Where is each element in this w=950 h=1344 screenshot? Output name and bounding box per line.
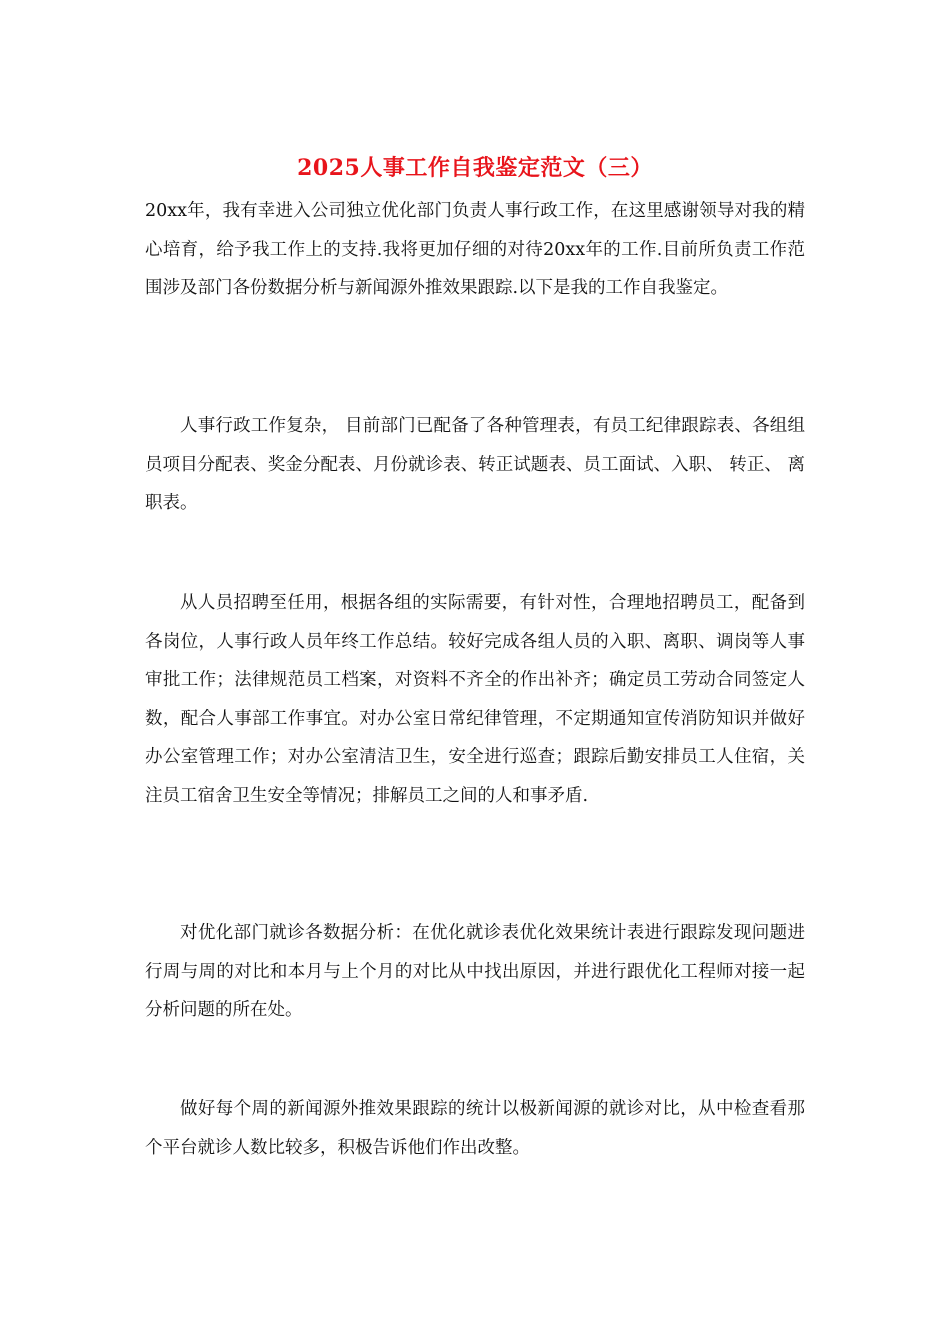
paragraph-data-analysis: 对优化部门就诊各数据分析：在优化就诊表优化效果统计表进行跟踪发现问题进行周与周的对比和本月与上个月的对比从中找出原因，并进行跟优化工程师对接一起分析问题的所在处。 [145,923,805,1021]
paragraph-management-forms: 人事行政工作复杂， 目前部门已配备了各种管理表，有员工纪律跟踪表、各组组员项目分配表、奖金分配表、月份就诊表、转正试题表、员工面试、入职、 转正、 离职表。 [145,416,805,514]
paragraph-intro: 20xx年，我有幸进入公司独立优化部门负责人事行政工作，在这里感谢领导对我的精心培育，给予我工作上的支持.我将更加仔细的对待20xx年的工作.目前所负责工作范围涉及部门各份数据分析与新闻源外推效果跟踪.以下是我的工作自我鉴定。 [145,201,805,299]
paragraph-news-tracking: 做好每个周的新闻源外推效果跟踪的统计以极新闻源的就诊对比，从中检查看那个平台就诊人数比较多，积极告诉他们作出改整。 [145,1099,805,1158]
paragraph-recruitment: 从人员招聘至任用，根据各组的实际需要，有针对性，合理地招聘员工，配备到各岗位，人事行政人员年终工作总结。较好完成各组人员的入职、离职、调岗等人事审批工作；法律规范员工档案，对资料不齐全的作出补齐；确定员工劳动合同签定人数，配合人事部工作事宜。对办公室日常纪律管理，不定期通知宣传消防知识并做好办公室管理工作；对办公室清洁卫生，安全进行巡查；跟踪后勤安排员工人住宿，关注员工宿舍卫生安全等情况；排解员工之间的人和事矛盾. [145,593,805,806]
document-title: 2025人事工作自我鉴定范文（三） [297,155,653,181]
